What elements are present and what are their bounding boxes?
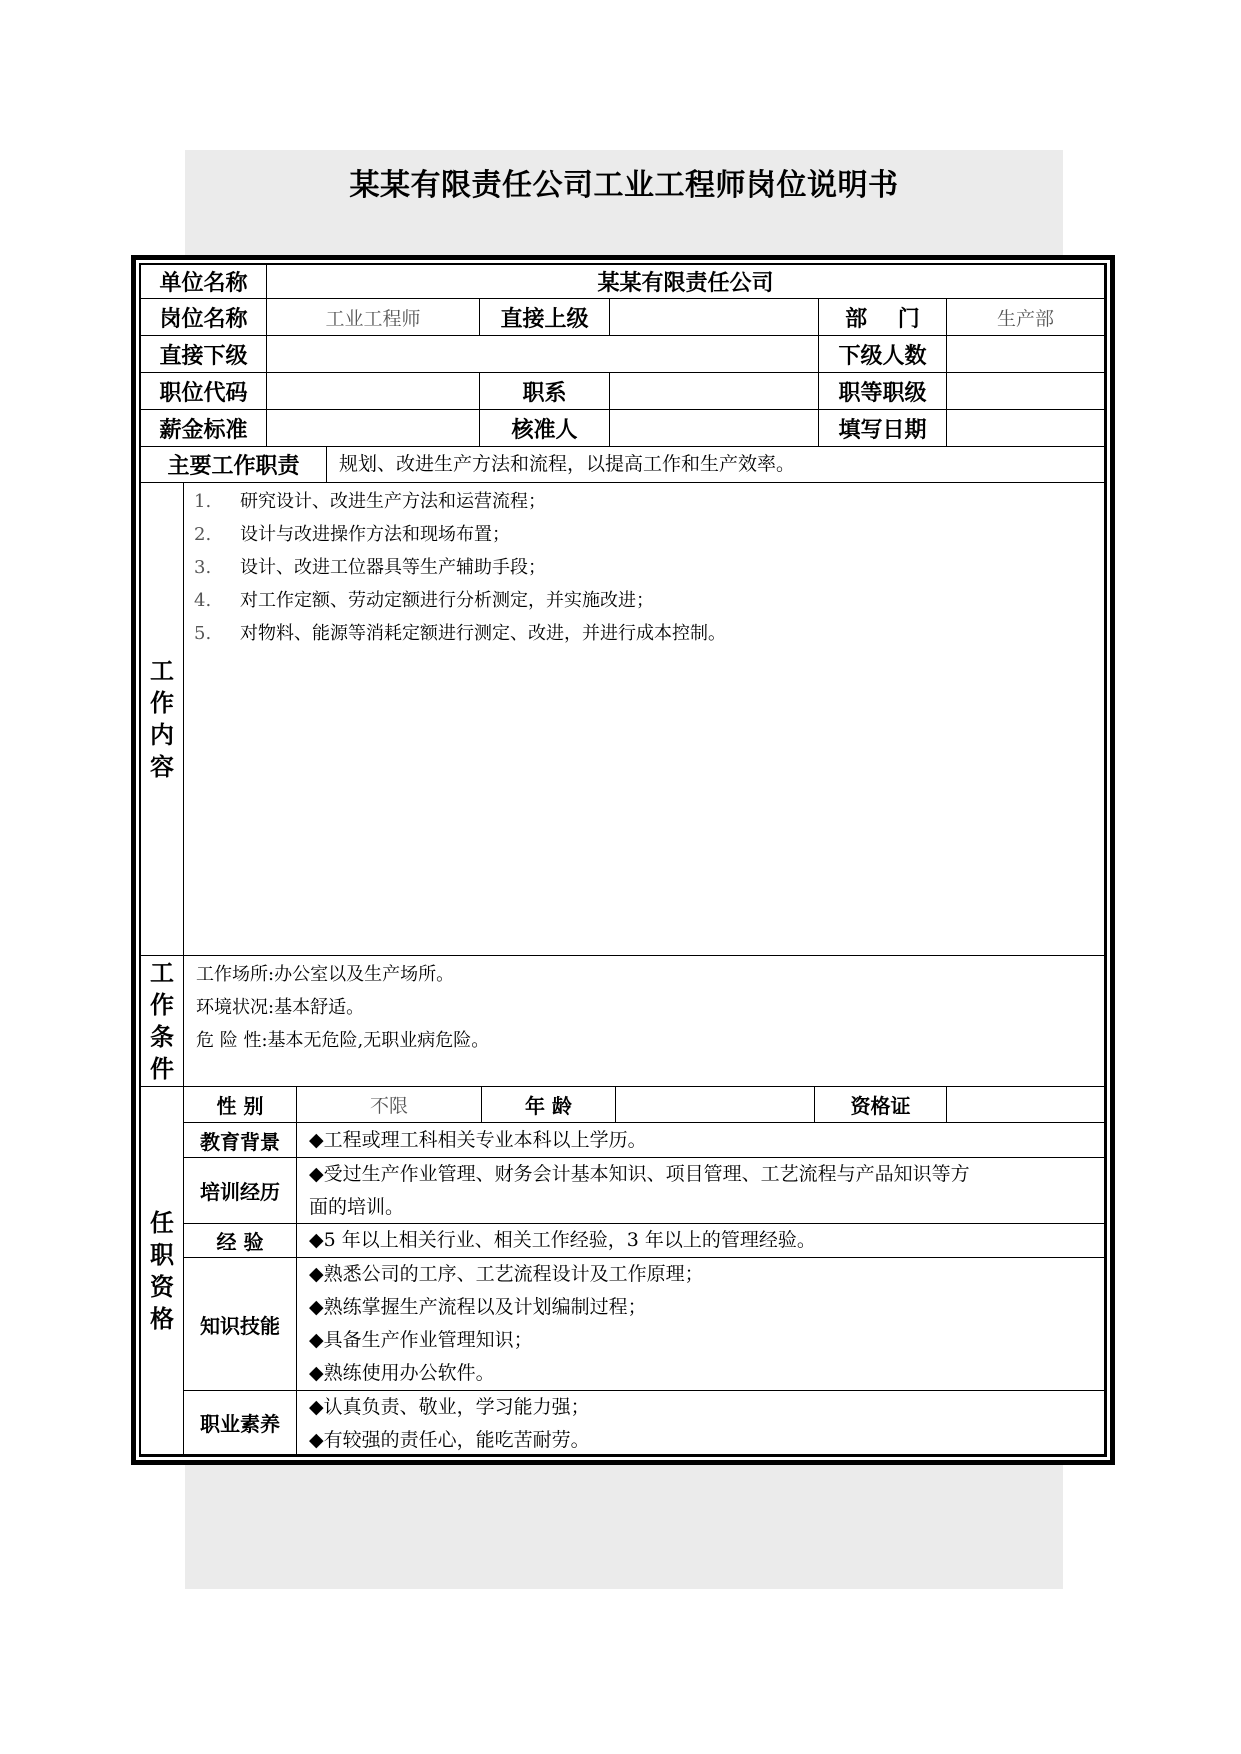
- job-series-label: 职系: [480, 373, 610, 410]
- unit-value: 某某有限责任公司: [267, 265, 1105, 299]
- list-item: ◆熟练使用办公软件。: [309, 1362, 495, 1384]
- document-title: 某某有限责任公司工业工程师岗位说明书: [349, 168, 899, 203]
- professional-quality-list: [297, 1391, 1105, 1455]
- approver-label: 核准人: [480, 410, 610, 447]
- certificate-value: [947, 1087, 1105, 1123]
- skills-list: [297, 1258, 1105, 1391]
- subordinate-count-label: 下级人数: [819, 336, 947, 373]
- job-series-value: [610, 373, 819, 410]
- gender-label: 性 别: [184, 1087, 297, 1123]
- work-conditions-text: [184, 956, 1105, 1087]
- experience-text: ◆5 年以上相关行业、相关工作经验，3 年以上的管理经验。: [297, 1224, 1105, 1258]
- work-content-list: [184, 483, 1105, 956]
- list-item: 5. 对物料、能源等消耗定额进行测定、改进，并进行成本控制。: [194, 623, 726, 644]
- subordinate-count-value: [947, 336, 1105, 373]
- list-item: ◆认真负责、敬业，学习能力强；: [309, 1396, 590, 1418]
- salary-value: [267, 410, 480, 447]
- certificate-label: 资格证: [815, 1087, 947, 1123]
- fill-date-value: [947, 410, 1105, 447]
- job-grade-value: [947, 373, 1105, 410]
- subordinate-label: 直接下级: [141, 336, 267, 373]
- main-duty-label: 主要工作职责: [141, 447, 327, 483]
- list-item: ◆熟练掌握生产流程以及计划编制过程；: [309, 1296, 647, 1318]
- main-duty-text: 规划、改进生产方法和流程，以提高工作和生产效率。: [327, 447, 1105, 483]
- position-code-label: 职位代码: [141, 373, 267, 410]
- education-label: 教育背景: [184, 1123, 297, 1158]
- approver-value: [610, 410, 819, 447]
- subordinate-value: [267, 336, 819, 373]
- condition-line: 环境状况:基本舒适。: [196, 997, 365, 1018]
- education-text: ◆工程或理工科相关专业本科以上学历。: [297, 1123, 1105, 1158]
- list-item: 3. 设计、改进工位器具等生产辅助手段；: [194, 557, 546, 578]
- condition-line: 危 险 性:基本无危险,无职业病危险。: [196, 1030, 490, 1051]
- training-label: 培训经历: [184, 1158, 297, 1224]
- qualifications-label: 任 职 资 格: [141, 1087, 184, 1455]
- training-text: ◆受过生产作业管理、财务会计基本知识、项目管理、工艺流程与产品知识等方 面的培训。: [297, 1158, 1105, 1224]
- condition-line: 工作场所:办公室以及生产场所。: [196, 964, 455, 985]
- list-item: ◆具备生产作业管理知识；: [309, 1329, 533, 1351]
- list-item: 4. 对工作定额、劳动定额进行分析测定，并实施改进；: [194, 590, 654, 611]
- list-item: 2. 设计与改进操作方法和现场布置；: [194, 524, 510, 545]
- position-code-value: [267, 373, 480, 410]
- gender-value: 不限: [297, 1087, 482, 1123]
- work-content-label: 工 作 内 容: [141, 483, 184, 956]
- list-item: 1. 研究设计、改进生产方法和运营流程；: [194, 491, 546, 512]
- salary-label: 薪金标准: [141, 410, 267, 447]
- professional-quality-label: 职业素养: [184, 1391, 297, 1455]
- work-conditions-label: 工 作 条 件: [141, 956, 184, 1087]
- fill-date-label: 填写日期: [819, 410, 947, 447]
- superior-value: [610, 299, 819, 336]
- position-value: 工业工程师: [267, 299, 480, 336]
- department-label: 部 门: [819, 299, 947, 336]
- unit-label: 单位名称: [141, 265, 267, 299]
- age-label: 年 龄: [482, 1087, 616, 1123]
- position-label: 岗位名称: [141, 299, 267, 336]
- superior-label: 直接上级: [480, 299, 610, 336]
- age-value: [616, 1087, 815, 1123]
- experience-label: 经 验: [184, 1224, 297, 1258]
- list-item: ◆有较强的责任心，能吃苦耐劳。: [309, 1429, 590, 1451]
- list-item: ◆熟悉公司的工序、工艺流程设计及工作原理；: [309, 1263, 704, 1285]
- job-grade-label: 职等职级: [819, 373, 947, 410]
- department-value: 生产部: [947, 299, 1105, 336]
- skills-label: 知识技能: [184, 1258, 297, 1391]
